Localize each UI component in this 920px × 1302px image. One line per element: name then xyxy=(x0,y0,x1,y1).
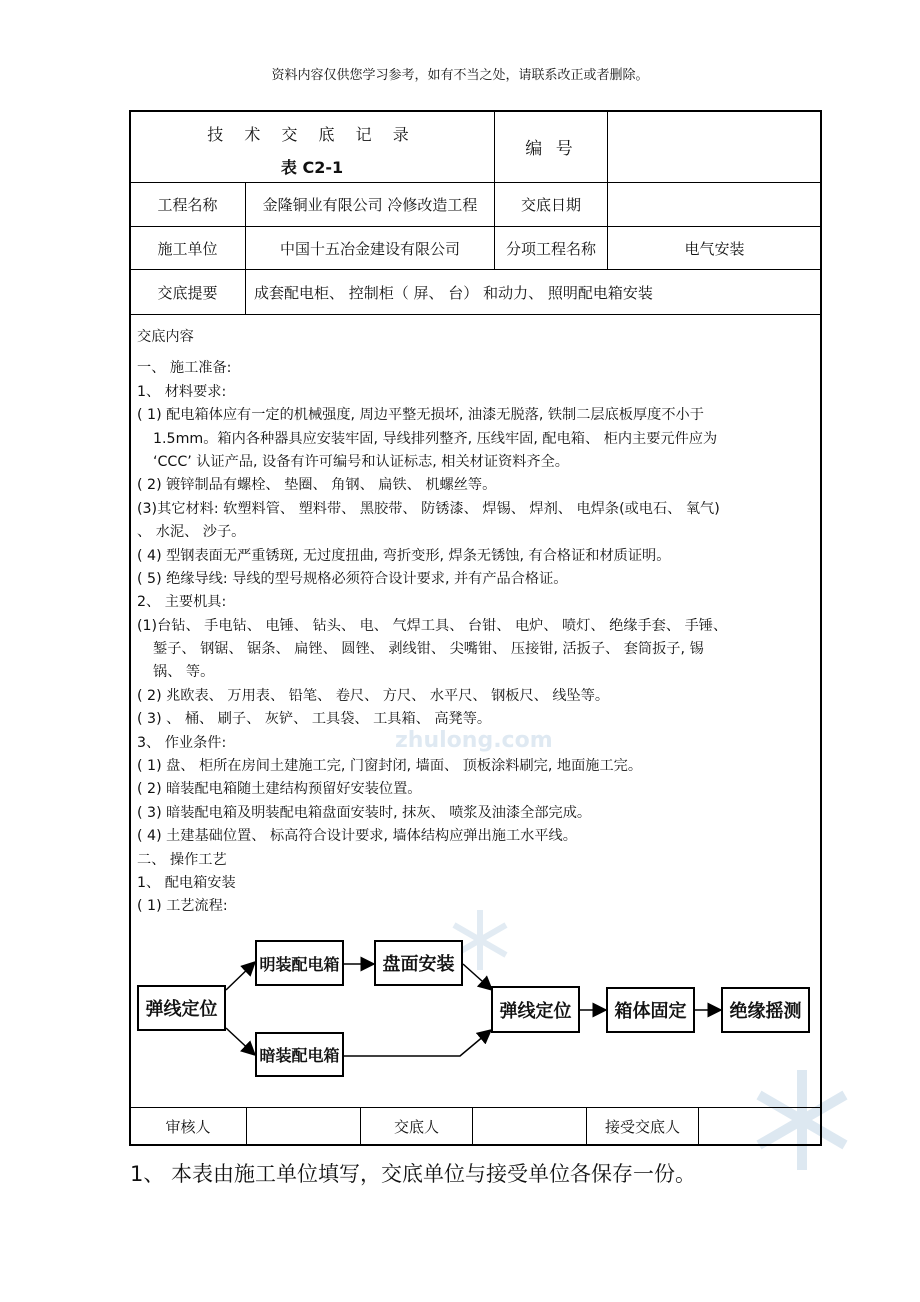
flow-arrow xyxy=(463,964,492,990)
flow-arrow xyxy=(344,1030,491,1056)
flow-step-surface-box: 明装配电箱 xyxy=(255,940,344,986)
flow-step-fix-box: 箱体固定 xyxy=(606,987,695,1033)
construction-unit-label: 施工单位 xyxy=(157,239,218,258)
reviewer-label: 审核人 xyxy=(165,1118,211,1136)
subproject-value: 电气安装 xyxy=(684,239,745,258)
content-line: ( 1) 盘、 柜所在房间土建施工完, 门窗封闭, 墙面、 顶板涂料刷完, 地面施工完。 xyxy=(137,758,643,775)
summary-value: 成套配电柜、 控制柜（ 屏、 台） 和动力、 照明配电箱安装 xyxy=(254,283,653,302)
content-line: (3)其它材料: 软塑料管、 塑料带、 黑胶带、 防锈漆、 焊锡、 焊剂、 电焊条(或电石、 氧气) xyxy=(137,500,720,517)
form-code: 表 C2-1 xyxy=(280,157,344,177)
project-name-value: 金隆铜业有限公司 冷修改造工程 xyxy=(262,196,478,214)
presenter-field[interactable] xyxy=(473,1108,586,1145)
content-line: 3、 作业条件: xyxy=(137,734,227,751)
form-title: 技 术 交 底 记 录 xyxy=(207,124,417,144)
watermark-text: zhulong.com xyxy=(395,728,553,753)
disclosure-date-label: 交底日期 xyxy=(520,196,581,214)
content-line: ( 1) 配电箱体应有一定的机械强度, 周边平整无损坏, 油漆无脱落, 铁制二层底板厚度不小于 xyxy=(137,407,704,424)
construction-unit-value: 中国十五冶金建设有限公司 xyxy=(279,239,460,258)
project-name-label: 工程名称 xyxy=(157,196,218,214)
content-heading: 交底内容 xyxy=(137,329,194,345)
content-line: 1、 配电箱安装 xyxy=(137,874,236,891)
content-line: 錾子、 钢锯、 锯条、 扁锉、 圆锉、 剥线钳、 尖嘴钳、 压接钳, 活扳子、 套筒扳子, 锡 xyxy=(153,641,704,658)
content-line: ( 5) 绝缘导线: 导线的型号规格必须符合设计要求, 并有产品合格证。 xyxy=(137,570,568,587)
summary-label: 交底提要 xyxy=(157,283,218,302)
content-line: 一、 施工准备: xyxy=(137,360,232,377)
content-line: (1)台钻、 手电钻、 电锤、 钻头、 电、 气焊工具、 台钳、 电炉、 喷灯、 绝缘手套、 手锤、 xyxy=(137,617,728,634)
content-line: 2、 主要机具: xyxy=(137,594,227,611)
content-line: ( 2) 镀锌制品有螺栓、 垫圈、 角钢、 扁铁、 机螺丝等。 xyxy=(137,477,497,494)
content-line: ( 3) 、 桶、 刷子、 灰铲、 工具袋、 工具箱、 高凳等。 xyxy=(137,711,492,728)
content-line: 、 水泥、 沙子。 xyxy=(137,524,246,541)
footnote: 1、 本表由施工单位填写，交底单位与接受单位各保存一份。 xyxy=(130,1162,697,1186)
content-line: ( 2) 兆欧表、 万用表、 铅笔、 卷尺、 方尺、 水平尺、 钢板尺、 线坠等。 xyxy=(137,687,610,704)
content-line: ( 3) 暗装配电箱及明装配电箱盘面安装时, 抹灰、 喷浆及油漆全部完成。 xyxy=(137,804,592,821)
reviewer-field[interactable] xyxy=(247,1108,360,1145)
content-line: ( 4) 土建基础位置、 标高符合设计要求, 墙体结构应弹出施工水平线。 xyxy=(137,828,577,845)
content-line: 1.5mm。箱内各种器具应安装牢固, 导线排列整齐, 压线牢固, 配电箱、 柜内主要元件应为 xyxy=(153,430,718,447)
content-line: 1、 材料要求: xyxy=(137,383,227,400)
receiver-field[interactable] xyxy=(699,1108,821,1145)
flow-arrow xyxy=(226,962,255,990)
flow-arrow xyxy=(226,1028,255,1055)
content-line: ‘CCC’ 认证产品, 设备有许可编号和认证标志, 相关材证资料齐全。 xyxy=(153,453,569,470)
content-line: 锅、 等。 xyxy=(153,664,215,681)
number-label: 编 号 xyxy=(525,139,577,159)
subproject-label: 分项工程名称 xyxy=(505,239,596,258)
flow-step-concealed-box: 暗装配电箱 xyxy=(255,1032,344,1077)
flow-step-snap-line-2: 弹线定位 xyxy=(491,986,580,1033)
content-line: ( 4) 型钢表面无严重锈斑, 无过度扭曲, 弯折变形, 焊条无锈蚀, 有合格证和材质证明。 xyxy=(137,547,671,564)
content-line: ( 2) 暗装配电箱随土建结构预留好安装位置。 xyxy=(137,781,422,798)
receiver-label: 接受交底人 xyxy=(604,1118,680,1136)
flow-step-insulation-test: 绝缘摇测 xyxy=(721,987,810,1033)
flow-step-snap-line: 弹线定位 xyxy=(137,985,226,1031)
disclaimer-notice: 资料内容仅供您学习参考，如有不当之处，请联系改正或者删除。 xyxy=(271,68,649,83)
content-line: 二、 操作工艺 xyxy=(137,851,227,868)
content-line: ( 1) 工艺流程: xyxy=(137,898,228,915)
presenter-label: 交底人 xyxy=(393,1118,439,1136)
flow-step-panel-install: 盘面安装 xyxy=(374,940,463,986)
